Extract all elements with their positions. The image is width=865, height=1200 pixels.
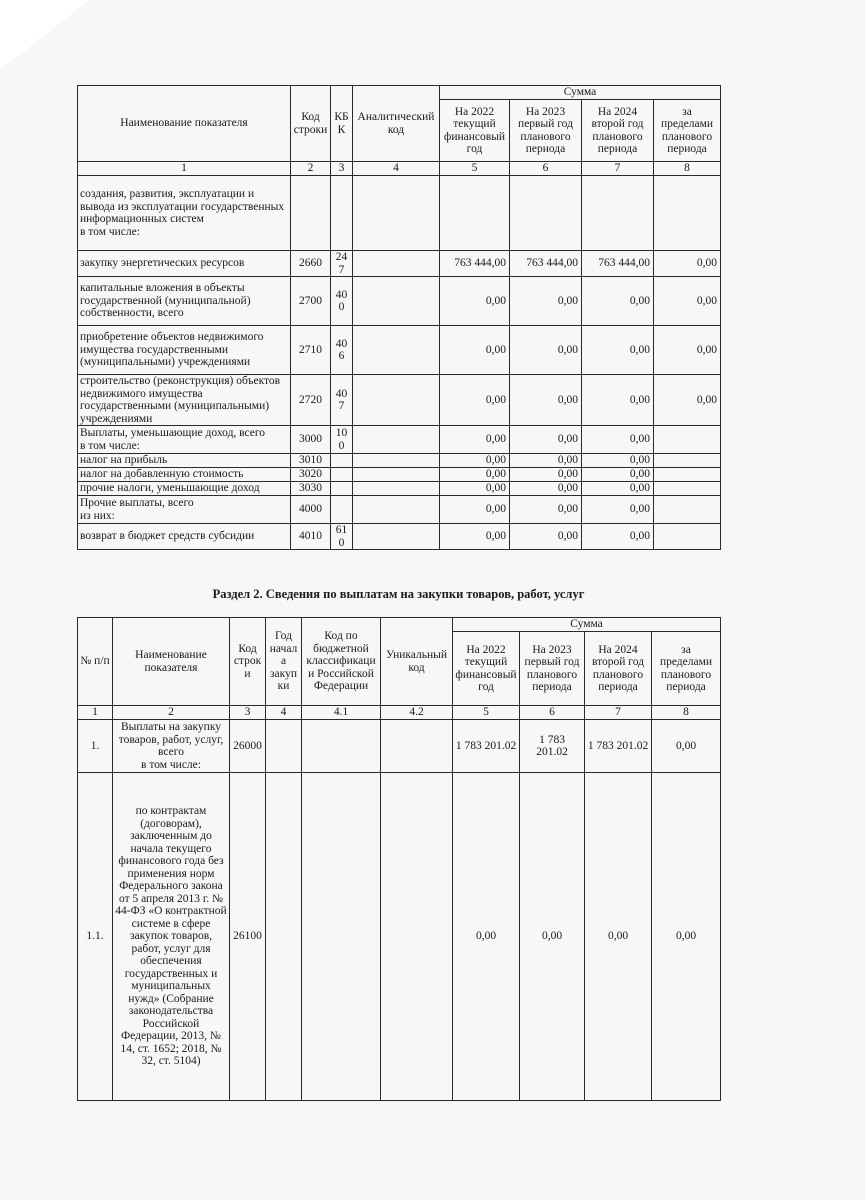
header-year-start: Год начала закупки bbox=[266, 618, 302, 706]
row-name: налог на прибыль bbox=[78, 454, 291, 468]
row-year bbox=[266, 773, 302, 1101]
value-2022: 1 783 201.02 bbox=[453, 720, 520, 773]
procurement-table bbox=[77, 617, 721, 1101]
row-name: прочие налоги, уменьшающие доход bbox=[78, 482, 291, 496]
row-num: 1. bbox=[78, 720, 113, 773]
row-code: 26100 bbox=[230, 773, 266, 1101]
table-row bbox=[78, 720, 721, 773]
header-2024: На 2024 второй год планового периода bbox=[582, 100, 654, 162]
row-name: закупку энергетических ресурсов bbox=[78, 251, 291, 277]
header-beyond: за пределами планового периода bbox=[652, 632, 721, 706]
row-kbk: 100 bbox=[331, 426, 353, 454]
row-kbk bbox=[331, 468, 353, 482]
value-2023: 0,00 bbox=[510, 468, 582, 482]
value-2023: 0,00 bbox=[510, 454, 582, 468]
col-number: 4.1 bbox=[302, 706, 381, 720]
row-kbk bbox=[331, 496, 353, 524]
value-beyond: 0,00 bbox=[652, 773, 721, 1101]
value-2024: 0,00 bbox=[582, 326, 654, 375]
value-2024: 0,00 bbox=[582, 454, 654, 468]
row-analytic bbox=[353, 468, 440, 482]
value-beyond bbox=[654, 524, 721, 550]
header-unique-code: Уникальный код bbox=[381, 618, 453, 706]
table-row bbox=[78, 176, 721, 251]
table-row bbox=[78, 454, 721, 468]
header-2022: На 2022 текущий финансовый год bbox=[440, 100, 510, 162]
col-number: 1 bbox=[78, 162, 291, 176]
page-corner bbox=[0, 0, 90, 70]
value-2022: 763 444,00 bbox=[440, 251, 510, 277]
value-beyond: 0,00 bbox=[654, 326, 721, 375]
col-number: 4 bbox=[353, 162, 440, 176]
value-2024: 0,00 bbox=[582, 426, 654, 454]
value-2024: 0,00 bbox=[582, 468, 654, 482]
row-kbk: 610 bbox=[331, 524, 353, 550]
value-beyond: 0,00 bbox=[654, 375, 721, 426]
value-2022: 0,00 bbox=[440, 454, 510, 468]
col-number: 8 bbox=[652, 706, 721, 720]
header-budget-code: Код по бюджетной классификации Российской Федерации bbox=[302, 618, 381, 706]
value-2023: 0,00 bbox=[510, 524, 582, 550]
row-name: строительство (реконструкция) объектов недвижимого имущества государственными (муниципальными) учреждениями bbox=[78, 375, 291, 426]
value-beyond: 0,00 bbox=[652, 720, 721, 773]
value-beyond bbox=[654, 496, 721, 524]
header-2024: На 2024 второй год планового периода bbox=[585, 632, 652, 706]
header-beyond: за пределами планового периода bbox=[654, 100, 721, 162]
value-2024 bbox=[582, 176, 654, 251]
row-kbk bbox=[331, 482, 353, 496]
section-title: Раздел 2. Сведения по выплатам на закупки товаров, работ, услуг bbox=[212, 587, 585, 601]
row-budget-code bbox=[302, 773, 381, 1101]
row-analytic bbox=[353, 326, 440, 375]
row-analytic bbox=[353, 482, 440, 496]
row-name: Прочие выплаты, всего из них: bbox=[78, 496, 291, 524]
row-budget-code bbox=[302, 720, 381, 773]
value-2022: 0,00 bbox=[440, 277, 510, 326]
header-sum: Сумма bbox=[453, 618, 721, 632]
value-2023: 0,00 bbox=[510, 496, 582, 524]
row-kbk: 400 bbox=[331, 277, 353, 326]
row-code: 3010 bbox=[291, 454, 331, 468]
value-2023: 0,00 bbox=[510, 277, 582, 326]
row-unique-code bbox=[381, 773, 453, 1101]
value-2024: 0,00 bbox=[582, 482, 654, 496]
col-number: 2 bbox=[113, 706, 230, 720]
row-name: капитальные вложения в объекты государственной (муниципальной) собственности, всего bbox=[78, 277, 291, 326]
col-number: 3 bbox=[331, 162, 353, 176]
row-code bbox=[291, 176, 331, 251]
value-2022: 0,00 bbox=[440, 482, 510, 496]
value-2022: 0,00 bbox=[440, 496, 510, 524]
col-number: 5 bbox=[440, 162, 510, 176]
row-kbk bbox=[331, 176, 353, 251]
value-2023 bbox=[510, 176, 582, 251]
value-2024: 0,00 bbox=[582, 496, 654, 524]
col-number: 3 bbox=[230, 706, 266, 720]
col-number: 5 bbox=[453, 706, 520, 720]
header-name: Наименование показателя bbox=[78, 86, 291, 162]
row-name: возврат в бюджет средств субсидии bbox=[78, 524, 291, 550]
col-number: 4 bbox=[266, 706, 302, 720]
row-name: приобретение объектов недвижимого имущества государственными (муниципальными) учреждениями bbox=[78, 326, 291, 375]
value-beyond bbox=[654, 482, 721, 496]
value-2023: 1 783 201.02 bbox=[520, 720, 585, 773]
row-name: Выплаты на закупку товаров, работ, услуг, всего в том числе: bbox=[113, 720, 230, 773]
value-2024: 0,00 bbox=[582, 277, 654, 326]
row-code: 3020 bbox=[291, 468, 331, 482]
table-body bbox=[78, 720, 721, 1101]
value-2024: 763 444,00 bbox=[582, 251, 654, 277]
value-2022: 0,00 bbox=[440, 326, 510, 375]
row-kbk bbox=[331, 454, 353, 468]
value-2023: 0,00 bbox=[520, 773, 585, 1101]
value-2024: 0,00 bbox=[582, 524, 654, 550]
table-row bbox=[78, 482, 721, 496]
expenditure-table bbox=[77, 85, 721, 550]
col-number: 8 bbox=[654, 162, 721, 176]
table-row bbox=[78, 524, 721, 550]
table-row bbox=[78, 773, 721, 1101]
row-analytic bbox=[353, 454, 440, 468]
row-code: 4000 bbox=[291, 496, 331, 524]
row-analytic bbox=[353, 375, 440, 426]
value-beyond bbox=[654, 454, 721, 468]
row-analytic bbox=[353, 277, 440, 326]
value-2024: 1 783 201.02 bbox=[585, 720, 652, 773]
header-analytic-code: Аналитический код bbox=[353, 86, 440, 162]
header-2023: На 2023 первый год планового периода bbox=[520, 632, 585, 706]
row-code: 2660 bbox=[291, 251, 331, 277]
col-number: 4.2 bbox=[381, 706, 453, 720]
table-row bbox=[78, 251, 721, 277]
col-number: 2 bbox=[291, 162, 331, 176]
header-kbk: КБК bbox=[331, 86, 353, 162]
value-beyond: 0,00 bbox=[654, 277, 721, 326]
row-name: по контрактам (договорам), заключенным до начала текущего финансового года без применения норм Федерального закона от 5 апреля 2013 г. № 44-ФЗ «О контрактной системе в сфере закупок товаров, работ, услуг для обеспечения государственных и муниципальных нужд» (Собрание законодательства Российской Федерации, 2013, № 14, ст. 1652; 2018, № 32, ст. 5104) bbox=[113, 773, 230, 1101]
row-analytic bbox=[353, 426, 440, 454]
col-number: 6 bbox=[510, 162, 582, 176]
row-code: 26000 bbox=[230, 720, 266, 773]
table-body bbox=[78, 176, 721, 550]
value-beyond: 0,00 bbox=[654, 251, 721, 277]
table-row bbox=[78, 496, 721, 524]
col-number: 7 bbox=[585, 706, 652, 720]
table-row bbox=[78, 426, 721, 454]
col-number: 7 bbox=[582, 162, 654, 176]
col-number: 1 bbox=[78, 706, 113, 720]
row-code: 2710 bbox=[291, 326, 331, 375]
row-analytic bbox=[353, 524, 440, 550]
value-2022: 0,00 bbox=[440, 468, 510, 482]
row-code: 3000 bbox=[291, 426, 331, 454]
row-code: 2720 bbox=[291, 375, 331, 426]
row-name: Выплаты, уменьшающие доход, всего в том числе: bbox=[78, 426, 291, 454]
value-2023: 0,00 bbox=[510, 326, 582, 375]
value-beyond bbox=[654, 468, 721, 482]
row-year bbox=[266, 720, 302, 773]
row-name: создания, развития, эксплуатации и вывода из эксплуатации государственных информационных систем в том числе: bbox=[78, 176, 291, 251]
table-row bbox=[78, 277, 721, 326]
value-2023: 0,00 bbox=[510, 426, 582, 454]
row-code: 2700 bbox=[291, 277, 331, 326]
table-row bbox=[78, 375, 721, 426]
value-2022: 0,00 bbox=[440, 524, 510, 550]
row-unique-code bbox=[381, 720, 453, 773]
value-2022: 0,00 bbox=[440, 375, 510, 426]
value-2024: 0,00 bbox=[582, 375, 654, 426]
header-row-code: Код строки bbox=[291, 86, 331, 162]
row-analytic bbox=[353, 496, 440, 524]
value-2022: 0,00 bbox=[453, 773, 520, 1101]
col-number: 6 bbox=[520, 706, 585, 720]
row-kbk: 247 bbox=[331, 251, 353, 277]
row-analytic bbox=[353, 251, 440, 277]
value-beyond bbox=[654, 176, 721, 251]
value-beyond bbox=[654, 426, 721, 454]
table-row bbox=[78, 326, 721, 375]
table-row bbox=[78, 468, 721, 482]
value-2023: 0,00 bbox=[510, 375, 582, 426]
value-2022: 0,00 bbox=[440, 426, 510, 454]
value-2023: 0,00 bbox=[510, 482, 582, 496]
row-code: 3030 bbox=[291, 482, 331, 496]
row-num: 1.1. bbox=[78, 773, 113, 1101]
value-2024: 0,00 bbox=[585, 773, 652, 1101]
row-kbk: 407 bbox=[331, 375, 353, 426]
value-2023: 763 444,00 bbox=[510, 251, 582, 277]
value-2022 bbox=[440, 176, 510, 251]
header-row-code: Код строки bbox=[230, 618, 266, 706]
header-2022: На 2022 текущий финансовый год bbox=[453, 632, 520, 706]
header-sum: Сумма bbox=[440, 86, 721, 100]
row-analytic bbox=[353, 176, 440, 251]
row-kbk: 406 bbox=[331, 326, 353, 375]
header-num: № п/п bbox=[78, 618, 113, 706]
row-name: налог на добавленную стоимость bbox=[78, 468, 291, 482]
row-code: 4010 bbox=[291, 524, 331, 550]
header-2023: На 2023 первый год планового периода bbox=[510, 100, 582, 162]
header-name: Наименование показателя bbox=[113, 618, 230, 706]
